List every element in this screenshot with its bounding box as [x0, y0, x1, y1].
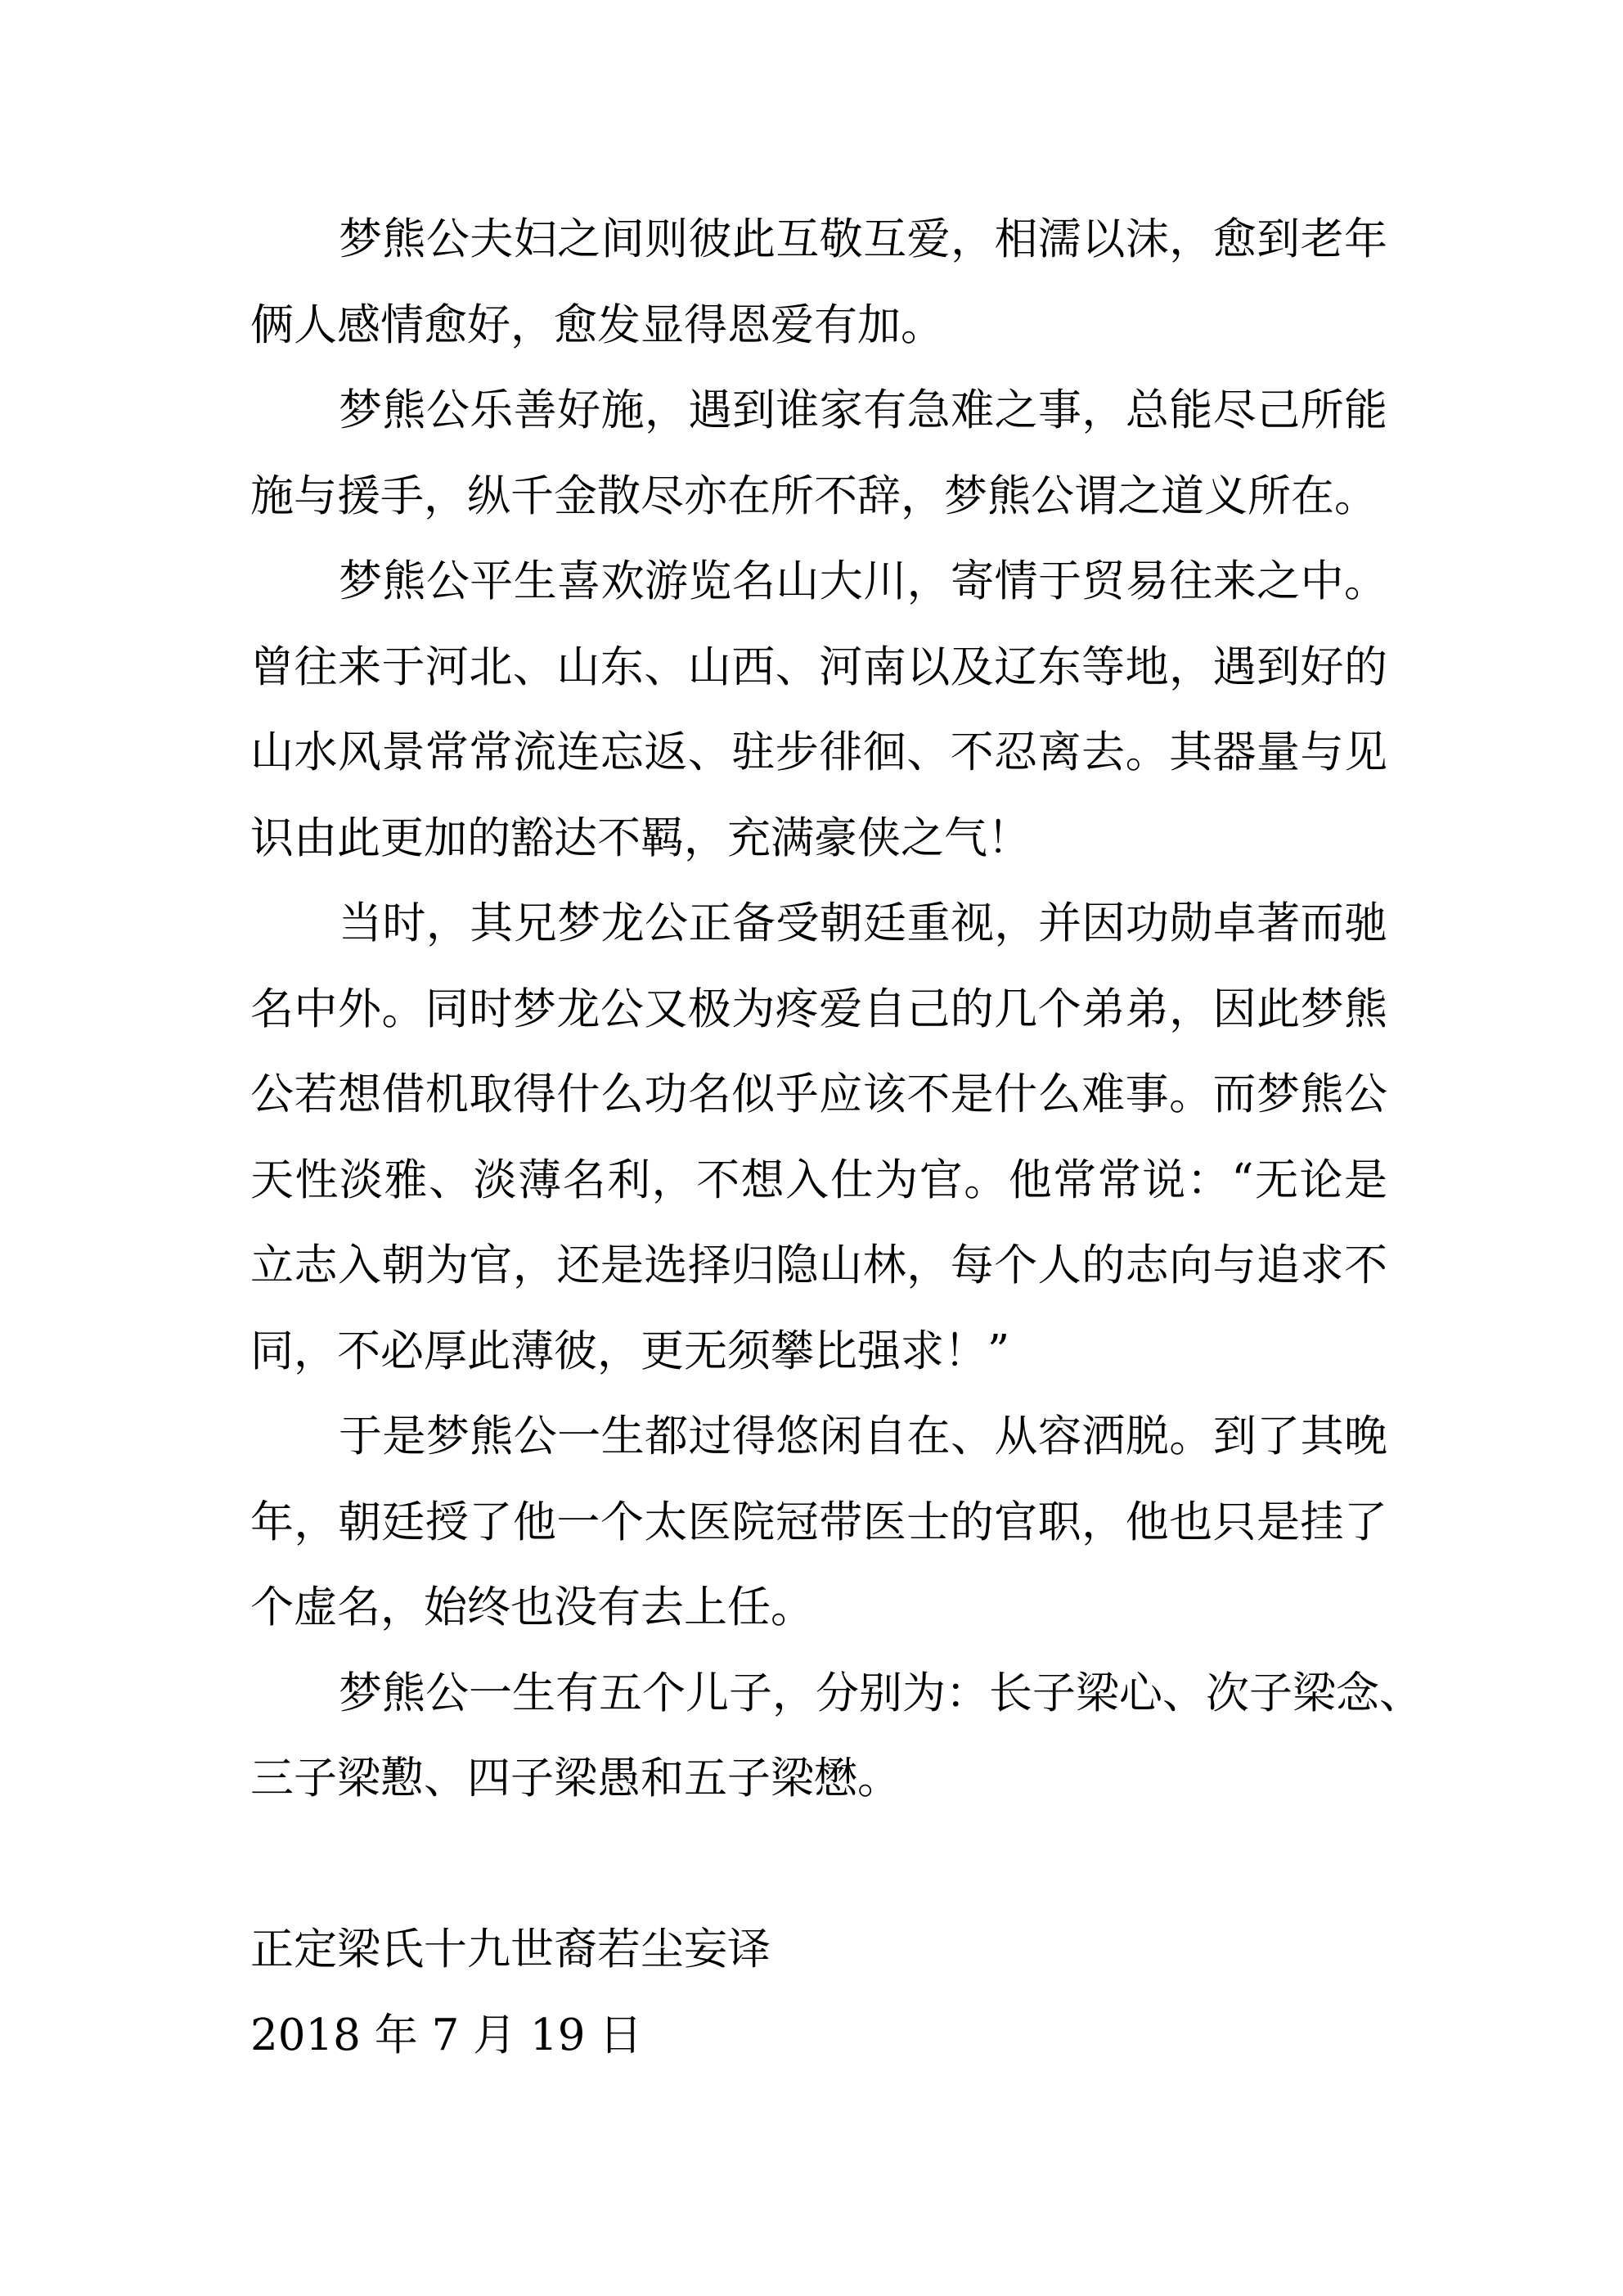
paragraph-line: 俩人感情愈好，愈发显得恩爱有加。: [250, 299, 944, 350]
paragraph-line: 于是梦熊公一生都过得悠闲自在、从容洒脱。到了其晚: [339, 1411, 1387, 1461]
paragraph-line: 同，不必厚此薄彼，更无须攀比强求！”: [250, 1326, 1010, 1376]
document-page: [250, 197, 1423, 2078]
paragraph-line: 曾往来于河北、山东、山西、河南以及辽东等地，遇到好的: [250, 642, 1387, 692]
paragraph-line: 公若想借机取得什么功名似乎应该不是什么难事。而梦熊公: [250, 1069, 1387, 1119]
paragraph: [250, 197, 1387, 368]
translator-signature: 正定梁氏十九世裔若尘妄译: [250, 1925, 771, 1974]
paragraph: [250, 539, 1387, 881]
paragraph-line: 梦熊公平生喜欢游览名山大川，寄情于贸易往来之中。: [339, 556, 1387, 606]
paragraph-line: 当时，其兄梦龙公正备受朝廷重视，并因功勋卓著而驰: [339, 898, 1387, 948]
paragraph: [250, 1651, 1423, 1822]
paragraph-line: 施与援手，纵千金散尽亦在所不辞，梦熊公谓之道义所在。: [250, 470, 1378, 521]
paragraph-line: 个虚名，始终也没有去上任。: [250, 1582, 814, 1632]
paragraph-line: 天性淡雅、淡薄名利，不想入仕为官。他常常说：“无论是: [250, 1155, 1387, 1205]
paragraph-line: 名中外。同时梦龙公又极为疼爱自己的几个弟弟，因此梦熊: [250, 984, 1387, 1034]
paragraph-line: 山水风景常常流连忘返、驻步徘徊、不忍离去。其器量与见: [250, 727, 1387, 777]
paragraph: [250, 368, 1387, 539]
paragraph-line: 年，朝廷授了他一个太医院冠带医士的官职，他也只是挂了: [250, 1497, 1387, 1547]
paragraph-line: 识由此更加的豁达不羁，充满豪侠之气！: [250, 813, 1031, 863]
paragraph-line: 梦熊公一生有五个儿子，分别为：长子梁心、次子梁念、: [339, 1668, 1423, 1718]
spacer: [250, 1822, 1387, 1908]
paragraph-line: 梦熊公夫妇之间则彼此互敬互爱，相濡以沫，愈到老年: [339, 214, 1387, 264]
paragraph-line: 梦熊公乐善好施，遇到谁家有急难之事，总能尽己所能: [339, 385, 1387, 435]
signature-date: 2018 年 7 月 19 日: [250, 2010, 643, 2060]
paragraph-line: 立志入朝为官，还是选择归隐山林，每个人的志向与追求不: [250, 1240, 1387, 1290]
paragraph: [250, 881, 1387, 1394]
paragraph-line: 三子梁懃、四子梁愚和五子梁懋。: [250, 1754, 901, 1803]
paragraph: [250, 1394, 1387, 1651]
